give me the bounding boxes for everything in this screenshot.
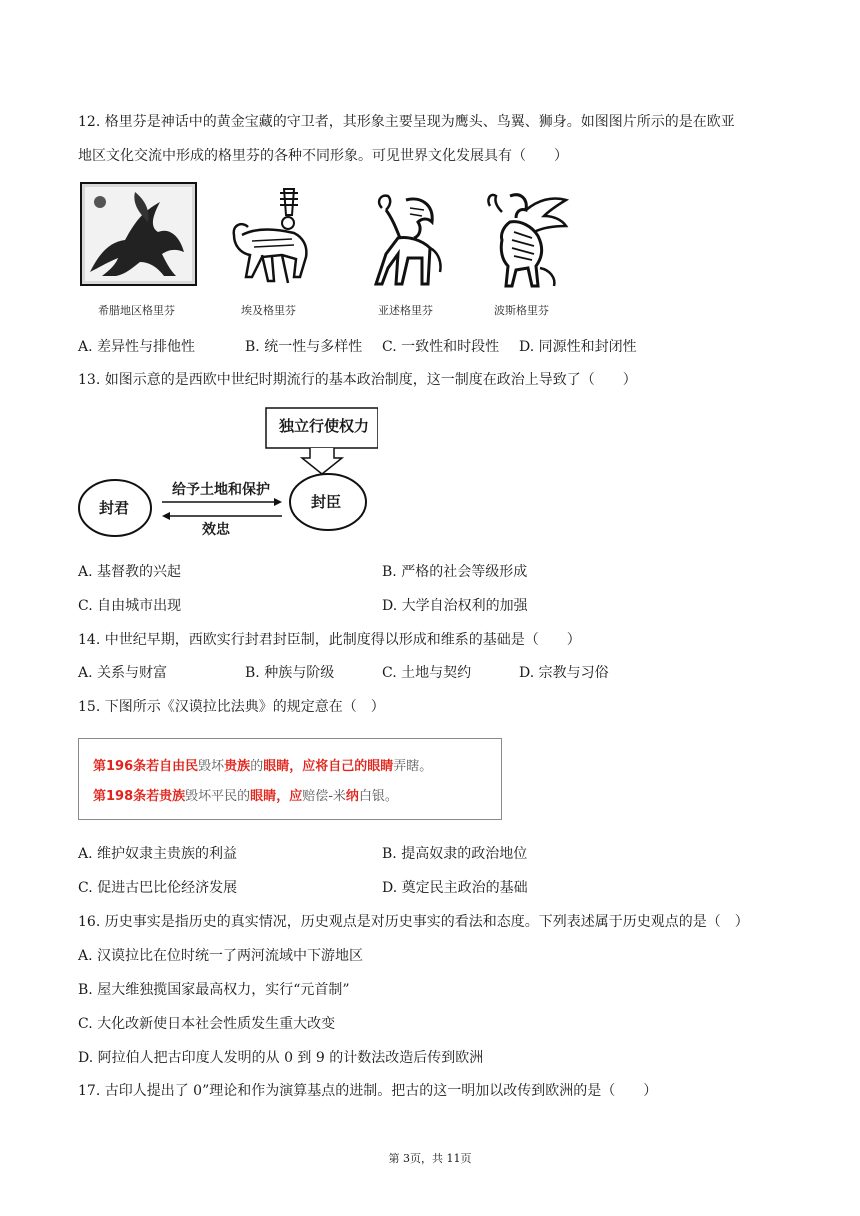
- q12-option-d[interactable]: D. 同源性和封闭性: [519, 339, 637, 355]
- diagram-arrow-top-label: 给予土地和保护: [172, 482, 270, 498]
- q15-option-b[interactable]: B. 提高奴隶的政治地位: [382, 846, 528, 862]
- q12-stem-line2: 地区文化交流中形成的格里芬的各种不同形象。可见世界文化发展具有（ ）: [78, 148, 568, 164]
- diagram-arrow-bottom-label: 效忠: [202, 522, 230, 538]
- q14-option-d[interactable]: D. 宗教与习俗: [519, 665, 609, 681]
- persian-griffin-icon: [480, 186, 572, 298]
- q13-option-c[interactable]: C. 自由城市出现: [78, 598, 182, 614]
- caption-greek: 希腊地区格里芬: [98, 304, 175, 317]
- q15-stem: 15. 下图所示《汉谟拉比法典》的规定意在（ ）: [78, 699, 385, 715]
- q16-option-d[interactable]: D. 阿拉伯人把古印度人发明的从 0 到 9 的计数法改造后传到欧洲: [78, 1050, 484, 1066]
- q14-stem: 14. 中世纪早期，西欧实行封君封臣制，此制度得以形成和维系的基础是（ ）: [78, 632, 581, 648]
- diagram-box-label: 独立行使权力: [279, 417, 370, 435]
- law198-seg-1: 若贵族: [146, 789, 186, 804]
- law196-seg-3: 贵族: [224, 759, 251, 774]
- law198-seg-0: 第198条: [93, 789, 147, 804]
- q16-option-b[interactable]: B. 屋大维独揽国家最高权力，实行“元首制”: [78, 982, 350, 998]
- q16-option-c[interactable]: C. 大化改新使日本社会性质发生重大改变: [78, 1016, 336, 1032]
- assyrian-griffin-icon: [362, 188, 450, 298]
- q15-option-d[interactable]: D. 奠定民主政治的基础: [382, 880, 528, 896]
- q12-option-c[interactable]: C. 一致性和时段性: [382, 339, 500, 355]
- law198-seg-3: 眼睛: [250, 789, 277, 804]
- law-article-196: [93, 755, 432, 774]
- greek-griffin-relief-icon: [80, 182, 197, 290]
- law196-seg-7: 弄瞎。: [393, 759, 433, 774]
- law198-seg-4: ，应: [276, 789, 303, 804]
- q14-option-a[interactable]: A. 关系与财富: [78, 665, 168, 681]
- law196-seg-2: 毁坏: [198, 759, 225, 774]
- q16-option-a[interactable]: A. 汉谟拉比在位时统一了两河流域中下游地区: [78, 948, 364, 964]
- law196-seg-0: 第196条: [93, 759, 147, 774]
- q16-stem: 16. 历史事实是指历史的真实情况，历史观点是对历史事实的看法和态度。下列表述属于历史观点的是（ ）: [78, 914, 749, 930]
- law198-seg-6: 纳: [345, 789, 359, 804]
- caption-egypt: 埃及格里芬: [241, 304, 296, 317]
- q15-option-c[interactable]: C. 促进古巴比伦经济发展: [78, 880, 238, 896]
- q13-option-b[interactable]: B. 严格的社会等级形成: [382, 564, 528, 580]
- q14-option-c[interactable]: C. 土地与契约: [382, 665, 472, 681]
- law196-seg-4: 的: [250, 759, 264, 774]
- law196-seg-1: 若自由民: [146, 759, 199, 774]
- law198-seg-7: 白银。: [358, 789, 398, 804]
- q12-option-b[interactable]: B. 统一性与多样性: [245, 339, 363, 355]
- law198-seg-2: 毁坏平民的: [185, 789, 251, 804]
- caption-persia: 波斯格里芬: [494, 304, 549, 317]
- q13-option-d[interactable]: D. 大学自治权利的加强: [382, 598, 528, 614]
- diagram-lord-label: 封君: [99, 499, 130, 517]
- q17-stem: 17. 古印人提出了 0”理论和作为演算基点的进制。把古的这一明加以改传到欧洲的是（ ）: [78, 1083, 658, 1099]
- law198-seg-5: 赔偿-米: [302, 789, 346, 804]
- diagram-vassal-label: 封臣: [311, 493, 342, 511]
- page-footer: 第 3页，共 11页: [388, 1152, 472, 1165]
- law196-seg-6: ，应将自己的眼睛: [289, 759, 394, 774]
- law-article-198: [93, 785, 398, 804]
- q13-stem: 13. 如图示意的是西欧中世纪时期流行的基本政治制度，这一制度在政治上导致了（ ）: [78, 372, 637, 388]
- q12-stem-line1: 12. 格里芬是神话中的黄金宝藏的守卫者，其形象主要呈现为鹰头、鸟翼、狮身。如图图片所示的是在欧亚: [78, 114, 735, 130]
- q13-option-a[interactable]: A. 基督教的兴起: [78, 564, 182, 580]
- law196-seg-5: 眼睛: [263, 759, 290, 774]
- caption-assyria: 亚述格里芬: [378, 304, 433, 317]
- egyptian-griffin-icon: [222, 185, 322, 297]
- q12-option-a[interactable]: A. 差异性与排他性: [78, 339, 196, 355]
- q14-option-b[interactable]: B. 种族与阶级: [245, 665, 335, 681]
- q15-option-a[interactable]: A. 维护奴隶主贵族的利益: [78, 846, 238, 862]
- hammurabi-code-excerpt: [78, 738, 502, 820]
